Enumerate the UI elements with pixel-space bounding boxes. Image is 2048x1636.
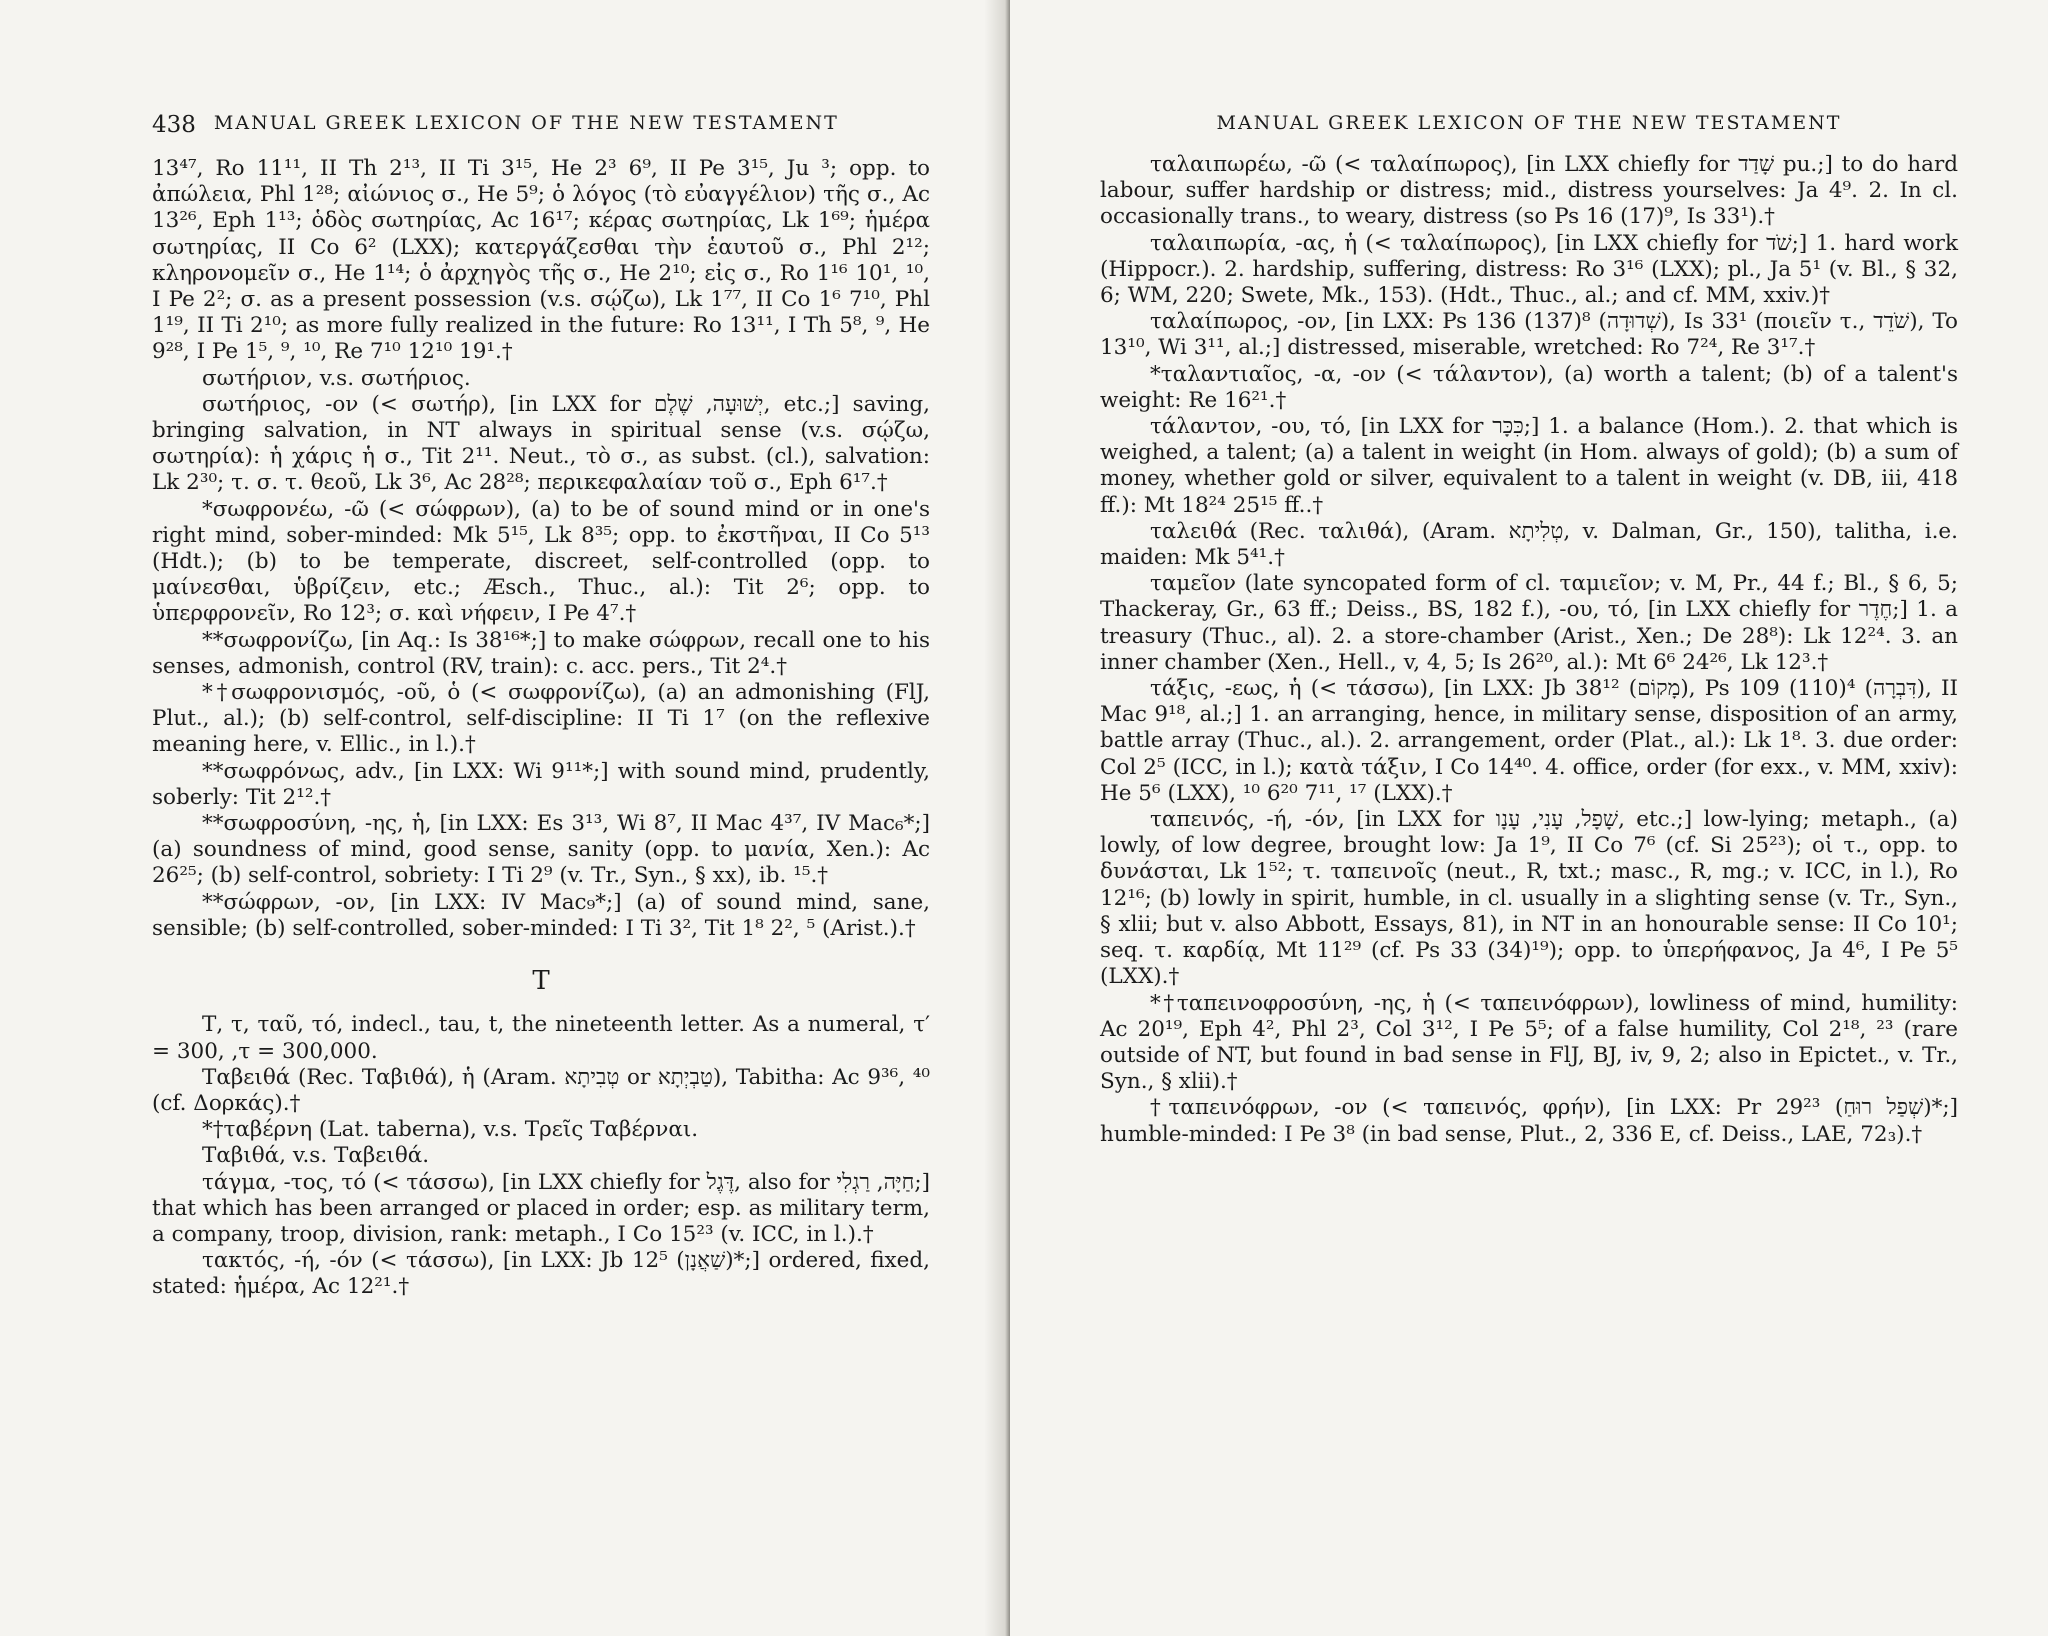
lexicon-entry: **σωφρόνως, adv., [in LXX: Wi 9¹¹*;] with sound mind, prudently, soberly: Tit 2¹².† [152,758,930,810]
lexicon-entry: τάλαντον, -ου, τό, [in LXX for כִּכָּר;] 1. a balance (Hom.). 2. that which is weighed, a talent; (a) a talent in weight (in Hom. always of gold); (b) a sum of money, whether gold or silver, equivalent to a talent in weight (v. DB, iii, 418 ff.): Mt 18²⁴ 25¹⁵ ff..† [1100,414,1959,518]
lexicon-entry: *†σωφρονισμός, -οῦ, ὁ (< σωφρονίζω), (a) an admonishing (FlJ, Plut., al.); (b) self-control, self-discipline: II Ti 1⁷ (on the reflexive meaning here, v. Ellic., in l.).† [152,680,930,758]
page-number: 438 [152,112,196,138]
left-entries [152,156,930,1301]
lexicon-entry: *ταλαντιαῖος, -α, -ον (< τάλαντον), (a) worth a talent; (b) of a talent's weight: Re 16²¹.† [1100,361,1958,413]
lexicon-entry: †ταπεινόφρων, -ον (< ταπεινός, φρήν), [in LXX: Pr 29²³ (שְׁפַל רוּחַ)*;] humble-minded: I Pe 3⁸ (in bad sense, Plut., 2, 336 E, cf. Deiss., LAE, 72₃).† [1100,1095,1958,1147]
lexicon-entry: **σωφρονίζω, [in Aq.: Is 38¹⁶*;] to make σώφρων, recall one to his senses, admonish, control (RV, train): c. acc. pers., Tit 2⁴.† [152,627,930,679]
lexicon-entry: ταλαίπωρος, -ον, [in LXX: Ps 136 (137)⁸ (שְׁדוּדָה), Is 33¹ (ποιεῖν τ., שֹׁדֵד), To 13¹⁰, Wi 3¹¹, al.;] distressed, miserable, wretched: Ro 7²⁴, Re 3¹⁷.† [1100,309,1958,361]
lexicon-entry: ταλαιπωρία, -ας, ἡ (< ταλαίπωρος), [in LXX chiefly for שֹׁד;] 1. hard work (Hippocr.). 2. hardship, suffering, distress: Ro 3¹⁶ (LXX); pl., Ja 5¹ (v. Bl., § 32, 6; WM, 220; Swete, Mk., 153). (Hdt., Thuc., al.; and cf. MM, xxiv.)† [1100,230,1958,309]
lexicon-entry: σωτήριος, -ον (< σωτήρ), [in LXX for יְשׁוּעָה, שֶׁלֶם, etc.;] saving, bringing salvation, in NT always in spiritual sense (v.s. σῴζω, σωτηρία): ἡ χάρις ἡ σ., Tit 2¹¹. Neut., τὸ σ., as subst. (cl.), salvation: Lk 2³⁰; τ. σ. τ. θεοῦ, Lk 3⁶, Ac 28²⁸; περικεφαλαίαν τοῦ σ., Eph 6¹⁷.† [152,391,930,496]
lexicon-entry: τάγμα, -τος, τό (< τάσσω), [in LXX chiefly for דֶּגֶל, also for חַיָּה, רַגְלִי;] that which has been arranged or placed in order; esp. as military term, a company, troop, division, rank: metaph., I Co 15²³ (v. ICC, in l.).† [152,1169,930,1247]
section-letter-heading: T [532,966,550,997]
lexicon-entry: ταλαιπωρέω, -ῶ (< ταλαίπωρος), [in LXX chiefly for שָׁדַד pu.;] to do hard labour, suffer hardship or distress; mid., distress yourselves: Ja 4⁹. 2. In cl. occasionally trans., to weary, distress (so Ps 16 (17)⁹, Is 33¹).† [1100,152,1958,230]
lexicon-entry: τάξις, -εως, ἡ (< τάσσω), [in LXX: Jb 38¹² (מָקוֹם), Ps 109 (110)⁴ (דִּבְרָה), II Mac 9¹⁸, al.;] 1. an arranging, hence, in military sense, disposition of an army, battle array (Thuc., al.). 2. arrangement, order (Plat., al.): Lk 1⁸. 3. due order: Col 2⁵ (ICC, in l.); κατὰ τάξιν, I Co 14⁴⁰. 4. office, order (for exx., v. MM, xxiv): He 5⁶ (LXX), ¹⁰ 6²⁰ 7¹¹, ¹⁷ (LXX).† [1100,676,1958,806]
lexicon-entry: τακτός, -ή, -όν (< τάσσω), [in LXX: Jb 12⁵ (שַׁאֲנָן)*;] ordered, fixed, stated: ἡμέρα, Ac 12²¹.† [152,1248,930,1300]
lexicon-entry: Ταβιθά, v.s. Ταβειθά. [202,1143,430,1169]
lexicon-entry: ταλειθά (Rec. ταλιθά), (Aram. טְלִיתָא, v. Dalman, Gr., 150), talitha, i.e. maiden: Mk 5⁴¹.† [1100,518,1958,571]
lexicon-entry: σωτήριον, v.s. σωτήριος. [202,365,471,391]
lexicon-entry: *σωφρονέω, -ῶ (< σώφρων), (a) to be of sound mind or in one's right mind, sober-minded: Mk 5¹⁵, Lk 8³⁵; opp. to ἐκστῆναι, II Co 5¹³ (Hdt.); (b) to be temperate, discreet, self-controlled (opp. to μαίνεσθαι, ὑβρίζειν, etc.; Æsch., Thuc., al.): Tit 2⁶; opp. to ὑπερφρονεῖν, Ro 12³; σ. καὶ νήφειν, I Pe 4⁷.† [152,496,930,627]
lexicon-entry: Τ, τ, ταῦ, τό, indecl., tau, t, the nineteenth letter. As a numeral, τ′ = 300, ,τ = 300,000. [152,1012,930,1064]
lexicon-entry: 13⁴⁷, Ro 11¹¹, II Th 2¹³, II Ti 3¹⁵, He 2³ 6⁹, II Pe 3¹⁵, Ju ³; opp. to ἀπώλεια, Phl 1²⁸; αἰώνιος σ., He 5⁹; ὁ λόγος (τὸ εὐαγγέλιον) τῆς σ., Ac 13²⁶, Eph 1¹³; ὁδὸς σωτηρίας, Ac 16¹⁷; κέρας σωτηρίας, Lk 1⁶⁹; ἡμέρα σωτηρίας, II Co 6² (LXX); κατεργάζεσθαι τὴν ἑαυτοῦ σ., Phl 2¹²; κληρονομεῖν σ., He 1¹⁴; ὁ ἀρχηγὸς τῆς σ., He 2¹⁰; εἰς σ., Ro 1¹⁶ 10¹, ¹⁰, I Pe 2²; σ. as a present possession (v.s. σῴζω), Lk 1⁷⁷, II Co 1⁶ 7¹⁰, Phl 1¹⁹, II Ti 2¹⁰; as more fully realized in the future: Ro 13¹¹, I Th 5⁸, ⁹, He 9²⁸, I Pe 1⁵, ⁹, ¹⁰, Re 7¹⁰ 12¹⁰ 19¹.† [152,156,930,365]
lexicon-entry: *†ταπεινοφροσύνη, -ης, ἡ (< ταπεινόφρων), lowliness of mind, humility: Ac 20¹⁹, Eph 4², Phl 2³, Col 3¹², I Pe 5⁵; of a false humility, Col 2¹⁸, ²³ (rare outside of NT, but found in bad sense in FlJ, BJ, iv, 9, 2; also in Epictet., v. Tr., Syn., § xlii).† [1100,990,1958,1095]
right-page [1010,0,2048,1636]
lexicon-entry: **σωφροσύνη, -ης, ἡ, [in LXX: Es 3¹³, Wi 8⁷, II Mac 4³⁷, IV Mac₆*;] (a) soundness of mind, good sense, sanity (opp. to μανία, Xen.): Ac 26²⁵; (b) self-control, sobriety: I Ti 2⁹ (v. Tr., Syn., § xx), ib. ¹⁵.† [152,811,930,889]
left-page [0,0,1010,1636]
right-running-title: MANUAL GREEK LEXICON OF THE NEW TESTAMENT [1216,112,1842,134]
right-entries [1100,152,1958,1148]
lexicon-entry: *†ταβέρνη (Lat. taberna), v.s. Τρεῖς Ταβέρναι. [202,1117,699,1143]
left-running-head [152,112,930,138]
left-running-title: MANUAL GREEK LEXICON OF THE NEW TESTAMENT [213,112,839,134]
lexicon-entry: Ταβειθά (Rec. Ταβιθά), ἡ (Aram. טְבִיתָא or טַבְיְתָא), Tabitha: Ac 9³⁶, ⁴⁰ (cf. Δορκάς).† [152,1064,931,1116]
lexicon-entry: ταπεινός, -ή, -όν, [in LXX for שָׁפָל, עָנִי, עָנָו, etc.;] low-lying; metaph., (a) lowly, of low degree, brought low: Ja 1⁹, II Co 7⁶ (cf. Si 25²³); οἱ τ., opp. to δυνάσται, Lk 1⁵²; τ. ταπεινοῖς (neut., R, txt.; masc., R, mg.; v. ICC, in l.), Ro 12¹⁶; (b) lowly in spirit, humble, in cl. usually in a slighting sense (v. Tr., Syn., § xlii; but v. also Abbott, Essays, 81), in NT in an honourable sense: II Co 10¹; seq. τ. καρδίᾳ, Mt 11²⁹ (cf. Ps 33 (34)¹⁹); opp. to ὑπερήφανος, Ja 4⁶, I Pe 5⁵ (LXX).† [1100,807,1958,990]
lexicon-entry: **σώφρων, -ον, [in LXX: IV Mac₉*;] (a) of sound mind, sane, sensible; (b) self-controlled, sober-minded: I Ti 3², Tit 1⁸ 2², ⁵ (Arist.).† [152,889,930,941]
lexicon-entry: ταμεῖον (late syncopated form of cl. ταμιεῖον; v. M, Pr., 44 f.; Bl., § 6, 5; Thackeray, Gr., 63 ff.; Deiss., BS, 182 f.), -ου, τό, [in LXX chiefly for חֶדֶר;] 1. a treasury (Thuc., al). 2. a store-chamber (Arist., Xen.; De 28⁸): Lk 12²⁴. 3. an inner chamber (Xen., Hell., v, 4, 5; Is 26²⁰, al.): Mt 6⁶ 24²⁶, Lk 12³.† [1100,571,1958,675]
right-running-head [1100,112,1958,134]
